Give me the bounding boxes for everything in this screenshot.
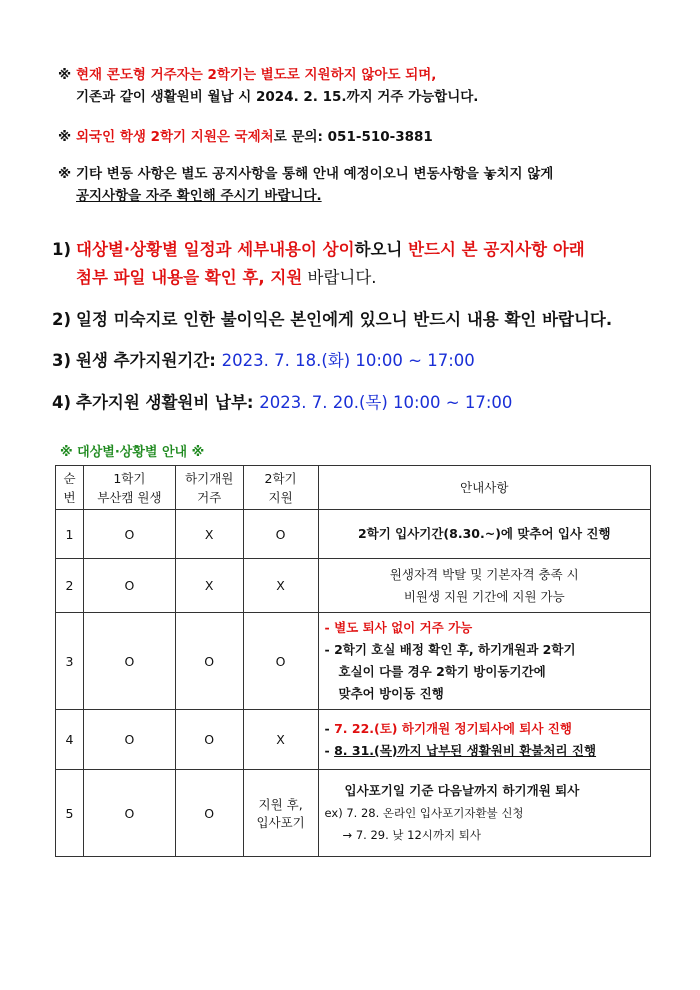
cell-summer: O (175, 770, 243, 857)
cell-sem2: O (243, 613, 318, 710)
item-4 (52, 389, 512, 417)
header-sem1: 1학기 부산캠 원생 (83, 466, 175, 510)
cell-sem1: O (83, 613, 175, 710)
table-title: ※ 대상별·상황별 안내 ※ (60, 445, 205, 460)
item-2 (52, 306, 612, 334)
cell-sem2: O (243, 510, 318, 559)
table-row (56, 613, 651, 710)
item-1-red3: 첨부 파일 내용을 확인 후, 지원 (76, 268, 303, 287)
item-1 (52, 236, 585, 292)
cell-seq: 5 (56, 770, 84, 857)
note-foreign-contact: 로 문의: 051-510-3881 (273, 129, 433, 145)
item-number: 4) (52, 393, 72, 412)
cell-sem1: O (83, 510, 175, 559)
note-condo-line2: 기존과 같이 생활원비 월납 시 2024. 2. 15.까지 거주 가능합니다. (76, 89, 479, 105)
item-3-label: 원생 추가지원기간: (76, 351, 222, 370)
table-row (56, 770, 651, 857)
cell-seq: 3 (56, 613, 84, 710)
note-condo-line1: 현재 콘도형 거주자는 2학기는 별도로 지원하지 않아도 되며, (76, 67, 437, 83)
table-row (56, 559, 651, 613)
cell-seq: 2 (56, 559, 84, 613)
item-1-black2: 바랍니다. (302, 268, 377, 287)
cell-seq: 4 (56, 710, 84, 770)
header-seq: 순 번 (56, 466, 84, 510)
reference-mark: ※ (58, 166, 72, 182)
cell-guide: - 별도 퇴사 없이 거주 가능 - 2학기 호실 배정 확인 후, 하기개원과 2학기 호실이 다를 경우 2학기 방이동기간에 맞추어 방이동 진행 (318, 613, 650, 710)
cell-sem2: X (243, 710, 318, 770)
note-foreign (58, 126, 433, 148)
reference-mark: ※ (58, 67, 72, 83)
note-changes-line2: 공지사항을 자주 확인해 주시기 바랍니다. (76, 188, 322, 204)
item-3-value: 2023. 7. 18.(화) 10:00 ~ 17:00 (221, 351, 475, 370)
note-changes-line1: 기타 변동 사항은 별도 공지사항을 통해 안내 예정이오니 변동사항을 놓치지 않게 (76, 166, 554, 182)
item-number: 3) (52, 351, 72, 370)
cell-guide: - 7. 22.(토) 하기개원 정기퇴사에 퇴사 진행 - 8. 31.(목)까지 납부된 생활원비 환불처리 진행 (318, 710, 650, 770)
cell-guide: 입사포기일 기준 다음날까지 하기개원 퇴사 ex) 7. 28. 온라인 입사포기자환불 신청 → 7. 29. 낮 12시까지 퇴사 (318, 770, 650, 857)
cell-summer: X (175, 559, 243, 613)
item-4-value: 2023. 7. 20.(목) 10:00 ~ 17:00 (259, 393, 513, 412)
header-sem2: 2학기 지원 (243, 466, 318, 510)
header-guide: 안내사항 (318, 466, 650, 510)
item-4-label: 추가지원 생활원비 납부: (76, 393, 260, 412)
cell-summer: O (175, 613, 243, 710)
note-condo (58, 64, 478, 108)
cell-sem2: 지원 후, 입사포기 (243, 770, 318, 857)
table-row (56, 510, 651, 559)
cell-seq: 1 (56, 510, 84, 559)
note-changes (58, 163, 553, 207)
item-3 (52, 347, 475, 375)
cell-sem1: O (83, 710, 175, 770)
cell-sem2: X (243, 559, 318, 613)
guide-table (55, 465, 651, 857)
note-foreign-red: 외국인 학생 2학기 지원은 국제처 (76, 129, 274, 145)
item-1-red2: 반드시 본 공지사항 아래 (408, 240, 585, 259)
cell-sem1: O (83, 770, 175, 857)
cell-guide: 2학기 입사기간(8.30.~)에 맞추어 입사 진행 (318, 510, 650, 559)
item-1-black1: 하오니 (354, 240, 409, 259)
item-number: 1) (52, 240, 72, 259)
cell-guide: 원생자격 박탈 및 기본자격 충족 시 비원생 지원 기간에 지원 가능 (318, 559, 650, 613)
header-summer: 하기개원 거주 (175, 466, 243, 510)
table-row (56, 710, 651, 770)
item-1-red1: 대상별·상황별 일정과 세부내용이 상이 (76, 240, 355, 259)
reference-mark: ※ (58, 129, 72, 145)
item-2-text: 일정 미숙지로 인한 불이익은 본인에게 있으니 반드시 내용 확인 바랍니다. (76, 310, 613, 329)
cell-sem1: O (83, 559, 175, 613)
item-number: 2) (52, 310, 72, 329)
cell-summer: O (175, 710, 243, 770)
cell-summer: X (175, 510, 243, 559)
table-header-row (56, 466, 651, 510)
